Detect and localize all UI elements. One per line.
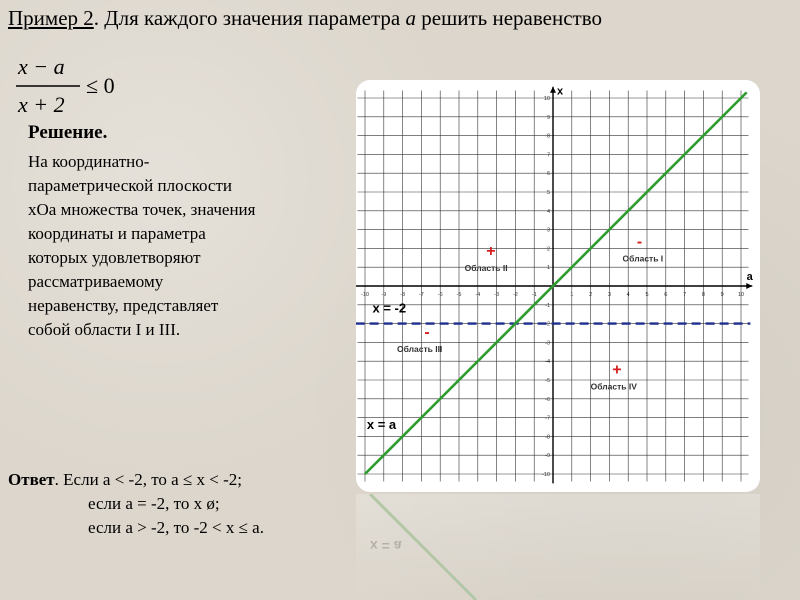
x-tick-label: -5 (545, 378, 550, 384)
x-tick-label: 4 (546, 208, 550, 215)
label-x-equals-a: x = a (366, 416, 397, 432)
a-tick-label: 7 (683, 292, 687, 298)
x-tick-label: 2 (546, 246, 550, 253)
x-tick-label: 10 (543, 96, 550, 102)
a-tick-label: -7 (418, 292, 424, 298)
title-tail: решить неравенство (416, 6, 602, 30)
a-tick-label: -4 (475, 292, 481, 298)
a-tick-label: -6 (437, 292, 443, 298)
a-tick-label: 8 (701, 292, 705, 298)
graph-svg (356, 80, 760, 492)
formula-numerator: x − a (18, 54, 65, 79)
a-tick-label: -8 (400, 292, 406, 298)
label-x-equals-minus-2: x = -2 (372, 300, 407, 316)
answer-case-1: . Если a < -2, то a ≤ x < -2; (54, 470, 243, 489)
region-2-label: Область II (464, 262, 508, 273)
region-1-sign: - (636, 233, 643, 251)
a-tick-label: 2 (589, 292, 593, 298)
a-tick-label: 5 (645, 292, 649, 298)
x-axis-arrow (550, 87, 556, 93)
x-axis-label: x (557, 85, 564, 98)
solution-text: На координатно- параметрической плоскости xOa множества точек, значения координаты и параметра которых удовлетворяют рассматриваемому неравенству, представляет собой области I и III. (28, 152, 256, 339)
x-tick-label: 9 (546, 114, 550, 121)
x-tick-label: 7 (546, 152, 550, 159)
x-tick-label: -9 (545, 453, 550, 460)
a-axis-label: a (746, 271, 753, 283)
diagonal-line-x-equals-a (365, 92, 747, 474)
answer-case-3: если a > -2, то -2 < x ≤ a. (88, 518, 264, 537)
answer-case-2: если a = -2, то x ø; (88, 494, 220, 513)
answer-block (8, 468, 264, 540)
a-tick-label: 3 (607, 292, 611, 298)
region-4-sign: + (612, 361, 622, 379)
formula-relation: ≤ 0 (86, 73, 115, 98)
a-tick-label: -10 (361, 292, 369, 298)
x-tick-label: -3 (545, 340, 550, 347)
x-tick-label: 8 (546, 133, 550, 140)
a-tick-label: -5 (456, 292, 462, 298)
a-tick-label: -2 (512, 292, 518, 298)
a-tick-label: -9 (381, 292, 387, 298)
x-tick-label: 3 (546, 227, 550, 234)
a-tick-label: 6 (664, 292, 668, 298)
inequality-formula (14, 50, 134, 124)
a-tick-label: 4 (626, 292, 630, 298)
x-tick-label: -10 (542, 472, 550, 478)
coordinate-graph (356, 80, 760, 492)
region-3-label: Область III (396, 343, 443, 354)
x-tick-label: 1 (546, 265, 550, 272)
x-tick-label: -6 (545, 396, 550, 403)
region-4-label: Область IV (590, 381, 637, 392)
a-tick-label: -1 (531, 292, 537, 298)
answer-label: Ответ (8, 470, 55, 489)
reflection-label: x = a (370, 538, 402, 554)
region-3-sign: - (424, 323, 430, 341)
a-tick-label: 1 (570, 292, 574, 298)
x-tick-label: -7 (545, 415, 550, 422)
a-tick-label: 9 (720, 292, 724, 298)
answer-line-1 (8, 468, 264, 492)
region-2-sign: + (486, 242, 496, 260)
x-tick-label: -4 (545, 359, 550, 366)
a-axis-arrow (746, 283, 752, 289)
x-tick-label: 5 (546, 190, 550, 196)
title-param: a (405, 6, 416, 30)
x-tick-label: -2 (545, 321, 550, 328)
formula-denominator: x + 2 (18, 92, 65, 117)
solution-heading: Решение. (28, 122, 108, 143)
a-tick-label: -3 (494, 292, 500, 298)
x-tick-label: -8 (545, 434, 550, 441)
x-tick-label: 6 (546, 171, 550, 178)
graph-reflection (356, 494, 760, 600)
title-text: . Для каждого значения параметра (93, 6, 406, 30)
a-tick-label: 10 (737, 292, 745, 298)
region-1-label: Область I (622, 253, 664, 264)
example-number: Пример 2 (8, 6, 94, 30)
x-tick-label: -1 (545, 302, 550, 309)
slide-title (8, 6, 602, 31)
